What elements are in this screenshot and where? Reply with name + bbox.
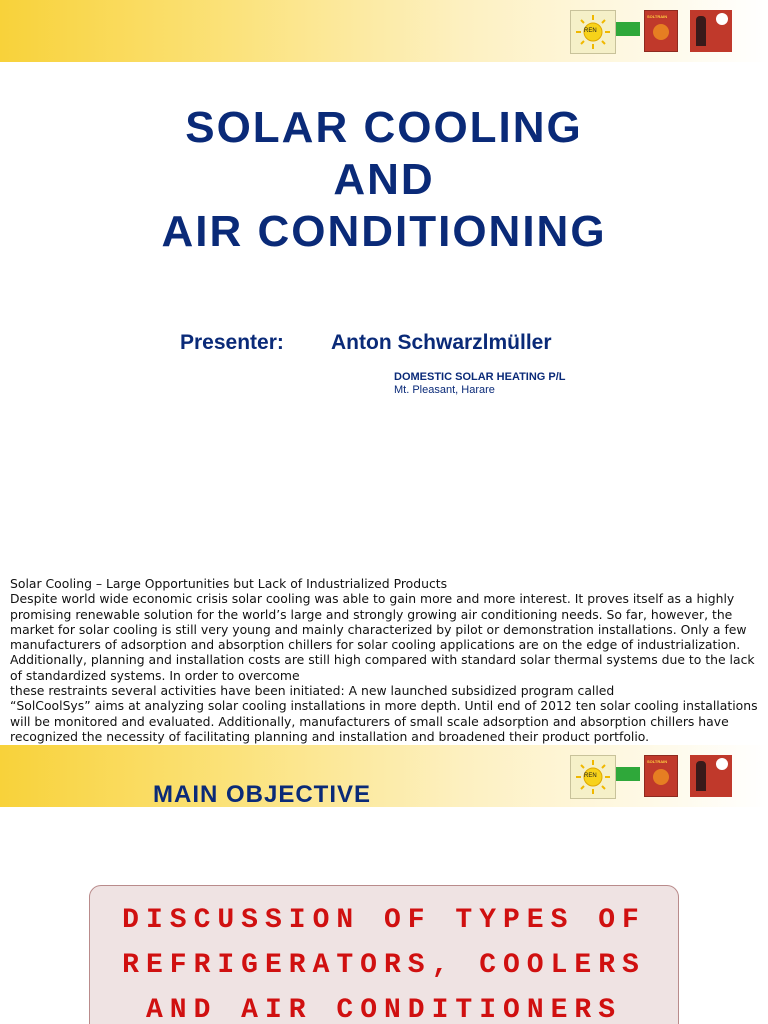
soltrain-logo-text: SOLTRAIN xyxy=(647,14,668,19)
presenter-label: Presenter: xyxy=(180,331,284,354)
main-objective-heading: MAIN OBJECTIVE xyxy=(153,781,372,808)
text-paragraph-3: “SolCoolSys” aims at analyzing solar cooling installations in more depth. Until end of 2012 ten solar cooling installations will be monitored and evaluated. Additionally, manufacturers of small scale adsorption and absorption chillers have recognized the necessity of facilitating planning and installation and broadened their product portfolio. xyxy=(10,698,758,744)
title-line-1: SOLAR COOLING xyxy=(185,103,583,152)
text-heading: Solar Cooling – Large Opportunities but Lack of Industrialized Products xyxy=(10,576,448,591)
ren-logo-text: REN xyxy=(584,28,597,34)
partner-logos xyxy=(570,10,732,54)
title-line-2: AND xyxy=(333,155,435,204)
title-line-3: AIR CONDITIONING xyxy=(161,207,607,256)
green-logo xyxy=(616,22,640,36)
discussion-line-3: AND AIR CONDITIONERS xyxy=(145,995,623,1024)
objective-slide xyxy=(0,745,768,1024)
figure-icon xyxy=(696,16,706,46)
company-name: DOMESTIC SOLAR HEATING P/L xyxy=(394,371,566,383)
green-logo xyxy=(616,767,640,781)
discussion-box xyxy=(89,885,679,1024)
document-text xyxy=(10,576,762,744)
soltrain-logo xyxy=(644,755,678,797)
soltrain-logo-text: SOLTRAIN xyxy=(647,759,668,764)
sun-flower-icon xyxy=(716,13,728,25)
soltrain-emblem-icon xyxy=(653,769,669,785)
ren-sun-logo xyxy=(570,10,616,54)
soltrain-emblem-icon xyxy=(653,24,669,40)
partner-logos xyxy=(570,755,732,799)
company-location: Mt. Pleasant, Harare xyxy=(394,384,495,396)
sun-flower-icon xyxy=(716,758,728,770)
figure-icon xyxy=(696,761,706,791)
solar-heating-logo xyxy=(690,755,732,797)
discussion-line-1: DISCUSSION OF TYPES OF xyxy=(122,905,646,936)
presenter-name: Anton Schwarzlmüller xyxy=(331,331,552,354)
ren-logo-text: REN xyxy=(584,773,597,779)
text-paragraph-2: these restraints several activities have been initiated: A new launched subsidized program called xyxy=(10,683,615,699)
discussion-line-2: REFRIGERATORS, COOLERS xyxy=(122,950,646,981)
ren-sun-logo xyxy=(570,755,616,799)
solar-heating-logo xyxy=(690,10,732,52)
text-paragraph-1: Despite world wide economic crisis solar cooling was able to gain more and more interest. It proves itself as a highly promising renewable solution for the world’s large and strongly growing air conditioning needs. So far, however, the market for solar cooling is still very young and mainly characterized by pilot or demonstration installations. Only a few manufacturers of adsorption and absorption chillers for solar cooling applications are on the edge of industrialization. Additionally, planning and installation costs are still high compared with standard solar thermal systems due to the lack of standardized systems. In order to overcome xyxy=(10,591,755,683)
soltrain-logo xyxy=(644,10,678,52)
